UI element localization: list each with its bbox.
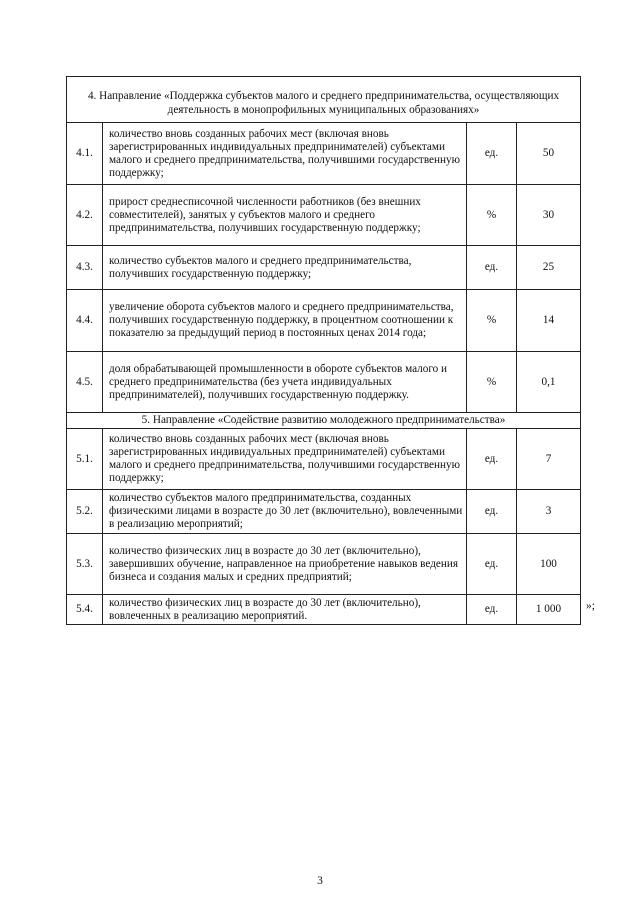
table-row — [67, 490, 581, 534]
unit: % — [467, 185, 517, 246]
indicator-name: количество субъектов малого предпринимательства, созданных физическими лицами в возрасте до 30 лет (включительно), вовлеченными в реализацию мероприятий; — [103, 490, 467, 534]
row-number: 4.1. — [67, 123, 103, 185]
section-title: 5. Направление «Содействие развитию молодежного предпринимательства» — [67, 413, 581, 429]
value: 25 — [517, 246, 581, 290]
value: 1 000 — [517, 595, 581, 625]
row-number: 4.4. — [67, 290, 103, 352]
row-number: 4.2. — [67, 185, 103, 246]
value: 0,1 — [517, 352, 581, 413]
unit: ед. — [467, 429, 517, 490]
table-row — [67, 352, 581, 413]
page-number: 3 — [317, 875, 323, 887]
indicator-name: прирост среднесписочной численности работников (без внешних совместителей), занятых у субъектов малого и среднего предпринимательства, получивших государственную поддержку; — [103, 185, 467, 246]
table-row — [67, 429, 581, 490]
unit: % — [467, 290, 517, 352]
value: 3 — [517, 490, 581, 534]
unit: ед. — [467, 534, 517, 595]
indicator-name: увеличение оборота субъектов малого и среднего предпринимательства, получивших государственную поддержку, в процентном соотношении к показателю за предыдущий период в постоянных ценах 2014 года; — [103, 290, 467, 352]
unit: ед. — [467, 246, 517, 290]
section-header-row — [67, 413, 581, 429]
value: 50 — [517, 123, 581, 185]
row-number: 5.3. — [67, 534, 103, 595]
unit: ед. — [467, 490, 517, 534]
table-row — [67, 123, 581, 185]
table-row — [67, 246, 581, 290]
value: 14 — [517, 290, 581, 352]
row-number: 4.3. — [67, 246, 103, 290]
value: 7 — [517, 429, 581, 490]
indicator-name: количество вновь созданных рабочих мест (включая вновь зарегистрированных индивидуальных предпринимателей) субъектами малого и среднего предпринимательства, получившими государственную поддержку; — [103, 429, 467, 490]
table-row — [67, 595, 581, 625]
indicator-name: количество физических лиц в возрасте до 30 лет (включительно), завершивших обучение, направленное на приобретение навыков ведения бизнеса и создания малых и средних предприятий; — [103, 534, 467, 595]
row-number: 4.5. — [67, 352, 103, 413]
section-header-row — [67, 77, 581, 123]
value: 30 — [517, 185, 581, 246]
indicator-name: количество субъектов малого и среднего предпринимательства, получивших государственную поддержку; — [103, 246, 467, 290]
value: 100 — [517, 534, 581, 595]
section-title: 4. Направление «Поддержка субъектов малого и среднего предпринимательства, осуществляющих деятельность в монопрофильных муниципальных образованиях» — [67, 77, 581, 123]
table-row — [67, 185, 581, 246]
unit: ед. — [467, 123, 517, 185]
unit: % — [467, 352, 517, 413]
row-number: 5.2. — [67, 490, 103, 534]
closing-quote-mark: »; — [586, 600, 595, 612]
indicator-name: количество вновь созданных рабочих мест (включая вновь зарегистрированных индивидуальных предпринимателей) субъектами малого и среднего предпринимательства, получившими государственную поддержку; — [103, 123, 467, 185]
indicators-table — [66, 76, 581, 625]
indicator-name: доля обрабатывающей промышленности в обороте субъектов малого и среднего предпринимательства (без учета индивидуальных предпринимателей), получивших государственную поддержку. — [103, 352, 467, 413]
row-number: 5.1. — [67, 429, 103, 490]
table-row — [67, 290, 581, 352]
unit: ед. — [467, 595, 517, 625]
indicator-name: количество физических лиц в возрасте до 30 лет (включительно), вовлеченных в реализацию мероприятий. — [103, 595, 467, 625]
table-row — [67, 534, 581, 595]
row-number: 5.4. — [67, 595, 103, 625]
